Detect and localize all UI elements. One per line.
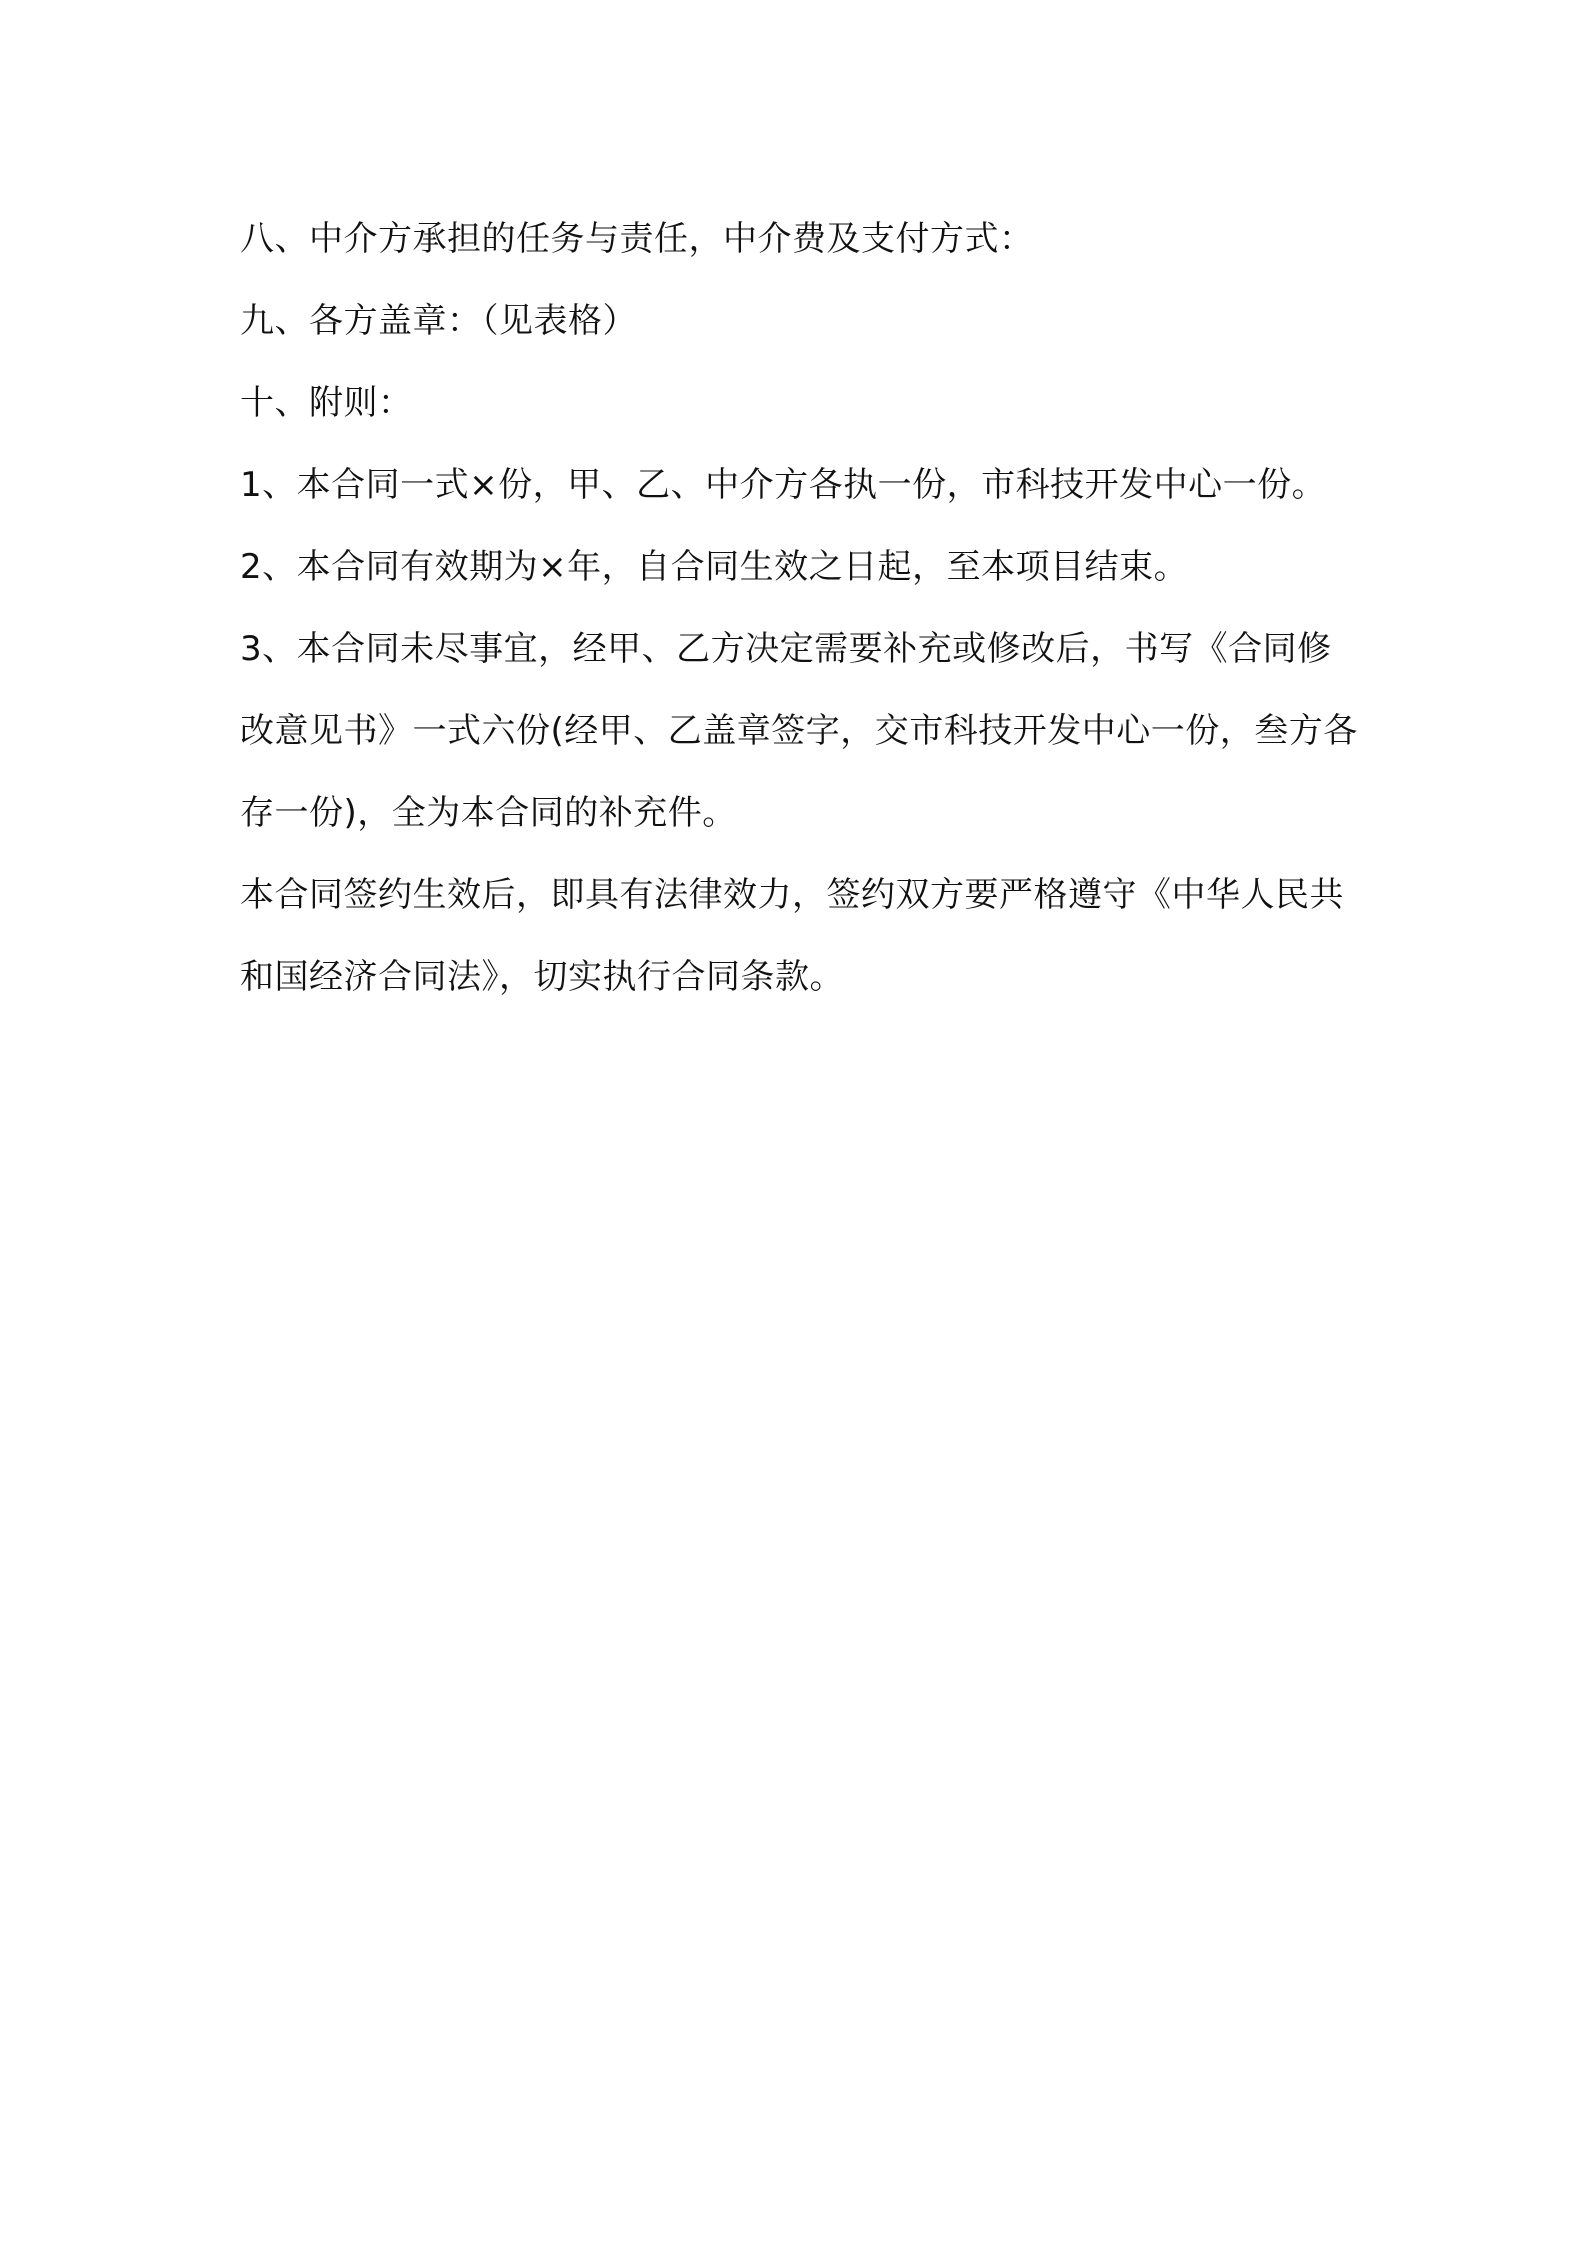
clause-2: 2、本合同有效期为×年，自合同生效之日起，至本项目结束。 [240,547,1189,587]
closing-statement: 本合同签约生效后，即具有法律效力，签约双方要严格遵守《中华人民共和国经济合同法》，切实执行合同条款。 [240,875,1344,997]
section-ten-heading: 十、附则： [240,383,413,423]
section-nine-heading: 九、各方盖章：（见表格） [240,301,637,341]
section-eight-heading: 八、中介方承担的任务与责任，中介费及支付方式： [240,219,1034,259]
clause-1: 1、本合同一式×份，甲、乙、中介方各执一份，市科技开发中心一份。 [240,465,1327,505]
document-body [240,198,1360,1018]
clause-3: 3、本合同未尽事宜，经甲、乙方决定需要补充或修改后，书写《合同修改意见书》一式六份(经甲、乙盖章签字，交市科技开发中心一份，叁方各存一份)，全为本合同的补充件。 [240,629,1358,833]
